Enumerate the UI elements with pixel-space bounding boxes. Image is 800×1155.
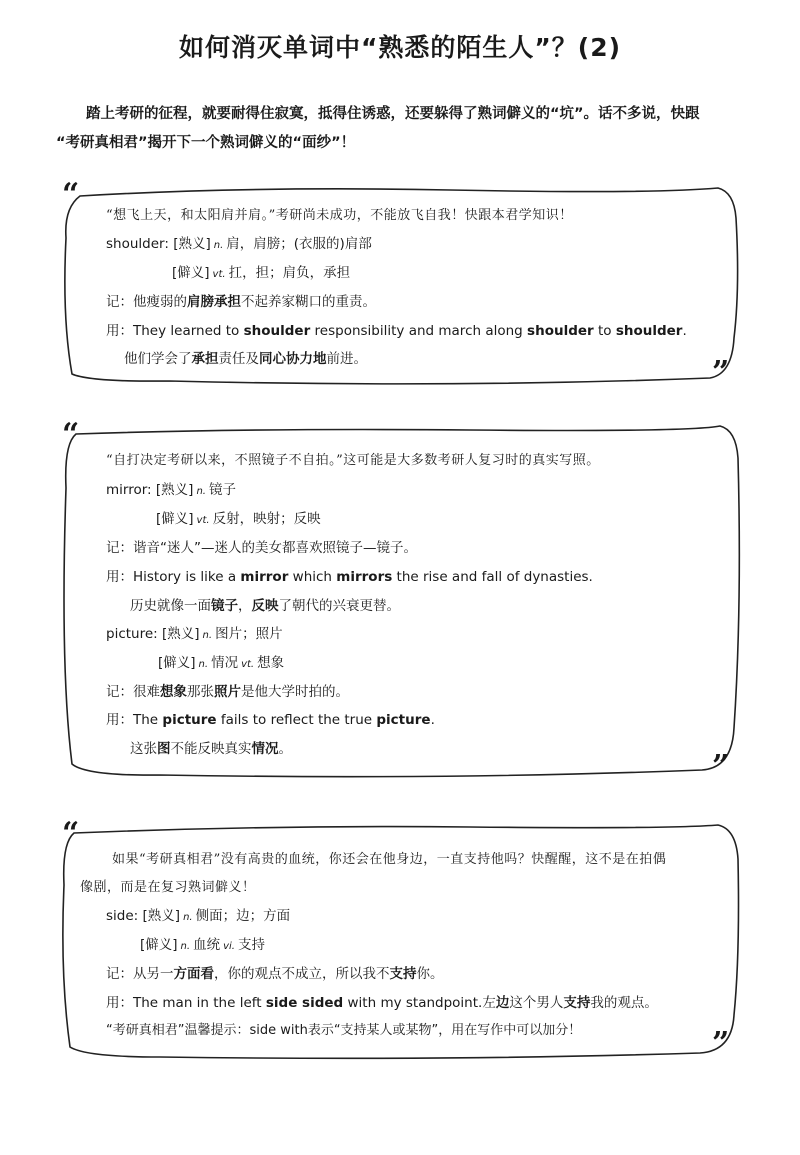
word-entry [106, 481, 236, 501]
rare-meaning: 支持 [237, 937, 265, 953]
close-quote-icon: ” [712, 355, 730, 390]
usage-text: with my standpoint. [343, 995, 483, 1011]
headword: shoulder: [106, 236, 169, 252]
familiar-meaning: 肩，肩膀；(衣服的)肩部 [226, 236, 372, 252]
usage-highlight: shoulder [527, 323, 594, 339]
memo-text: ，你的观点不成立，所以我不 [214, 966, 390, 982]
tip-row: “考研真相君”温馨提示：side with表示“支持某人或某物”，用在写作中可以加分！ [106, 1023, 582, 1038]
usage-highlight: picture [376, 712, 431, 728]
translation-row [130, 597, 400, 615]
memo-text: 谐音“迷人”—迷人的美女都喜欢照镜子—镜子。 [133, 540, 417, 556]
page-title: 如何消灭单词中“熟悉的陌生人”？(2) [178, 33, 622, 62]
memo-row [106, 683, 349, 701]
headword: mirror: [106, 482, 152, 498]
rare-meaning: 想象 [257, 655, 285, 671]
memo-text: 是他大学时拍的。 [241, 684, 349, 700]
lead-text: 像剧，而是在复习熟词僻义！ [80, 880, 256, 895]
translation-highlight: 反映 [251, 598, 279, 614]
close-quote-icon: ” [712, 749, 730, 784]
memo-highlight: 想象 [160, 684, 187, 700]
usage-text: . [682, 323, 687, 339]
familiar-meaning: 侧面；边；方面 [195, 908, 291, 924]
translation-highlight: 支持 [563, 995, 591, 1011]
close-quote-icon: ” [712, 1026, 730, 1061]
usage-text: The man in the left [133, 995, 266, 1011]
familiar-tag: [熟义] [142, 908, 181, 924]
usage-text: They learned to [133, 323, 244, 339]
usage-text: fails to reflect the true [216, 712, 377, 728]
rare-tag: [僻义] [158, 655, 196, 671]
intro-paragraph [56, 100, 746, 158]
rare-meaning-row [158, 654, 284, 674]
lead-text: “自打决定考研以来，不照镜子不自拍。”这可能是大多数考研人复习时的真实写照。 [106, 453, 600, 468]
translation-text: 。 [278, 741, 292, 757]
part-of-speech: vt. [212, 269, 226, 280]
word-entry [106, 235, 372, 255]
open-quote-icon: “ [62, 417, 80, 452]
usage-text: to [593, 323, 616, 339]
usage-highlight: mirror [240, 569, 289, 585]
translation-text: 左 [482, 995, 496, 1011]
memo-label: 记： [106, 294, 133, 310]
part-of-speech: n. [183, 912, 193, 923]
rare-tag: [僻义] [140, 937, 178, 953]
familiar-tag: [熟义] [155, 482, 194, 498]
memo-highlight: 肩膀承担 [187, 294, 241, 310]
part-of-speech: vi. [223, 941, 235, 952]
use-label: 用： [106, 323, 133, 339]
translation-text: ， [238, 598, 252, 614]
part-of-speech: n. [202, 630, 213, 641]
memo-highlight: 支持 [389, 966, 417, 982]
memo-text: 那张 [187, 684, 214, 700]
usage-row [106, 322, 687, 340]
translation-text: 这个男人 [509, 995, 564, 1011]
translation-highlight: 镜子 [211, 598, 238, 614]
translation-text: 我的观点。 [590, 995, 658, 1011]
word-entry [106, 625, 283, 645]
translation-highlight: 情况 [251, 741, 279, 757]
part-of-speech: vt. [196, 515, 210, 526]
vocab-box-shoulder [50, 178, 750, 393]
translation-row [124, 350, 367, 368]
part-of-speech: vt. [241, 659, 255, 670]
part-of-speech: n. [196, 486, 206, 497]
usage-row [106, 568, 593, 586]
translation-highlight: 图 [157, 741, 171, 757]
memo-label: 记： [106, 540, 133, 556]
translation-text: 历史就像一面 [130, 598, 211, 614]
translation-text: 他们学会了 [124, 351, 192, 367]
translation-highlight: 承担 [191, 351, 219, 367]
intro-line-1: 踏上考研的征程，就要耐得住寂寞，抵得住诱惑，还要躲得了熟词僻义的“坑”。话不多说，快跟 [86, 106, 700, 122]
rare-meaning: 血统 [193, 937, 221, 953]
rare-meaning-row [172, 264, 350, 284]
familiar-tag: [熟义] [173, 236, 211, 252]
vocab-box-mirror-picture [50, 417, 750, 784]
usage-highlight: picture [162, 712, 217, 728]
part-of-speech: n. [213, 240, 224, 251]
rare-tag: [僻义] [156, 511, 194, 527]
translation-text: 不能反映真实 [170, 741, 252, 757]
usage-text: the rise and fall of dynasties. [392, 569, 593, 585]
memo-text: 很难 [133, 684, 160, 700]
usage-highlight: shoulder [615, 323, 683, 339]
usage-text: History is like a [133, 569, 241, 585]
intro-line-2: “考研真相君”揭开下一个熟词僻义的“面纱”！ [56, 135, 356, 151]
translation-text: 前进。 [326, 351, 367, 367]
open-quote-icon: “ [62, 816, 80, 851]
rare-meaning: 扛，担；肩负，承担 [228, 265, 351, 281]
headword: side: [106, 908, 139, 924]
usage-highlight: side sided [265, 995, 344, 1011]
part-of-speech: n. [180, 941, 191, 952]
lead-text: 如果“考研真相君”没有高贵的血统，你还会在他身边，一直支持他吗？快醒醒，这不是在拍偶 [112, 852, 667, 867]
memo-text: 不起养家糊口的重责。 [241, 294, 376, 310]
translation-highlight: 边 [495, 995, 510, 1011]
memo-highlight: 照片 [214, 684, 241, 700]
part-of-speech: n. [198, 659, 209, 670]
rare-meaning-row [140, 936, 265, 956]
translation-row [130, 740, 292, 758]
use-label: 用： [106, 995, 133, 1011]
usage-text: The [133, 712, 163, 728]
usage-highlight: shoulder [243, 323, 311, 339]
rare-meaning: 情况 [211, 655, 239, 671]
memo-text: 他瘦弱的 [133, 294, 187, 310]
memo-text: 从另一 [133, 966, 174, 982]
memo-row [106, 539, 417, 557]
familiar-tag: [熟义] [162, 626, 200, 642]
word-entry [106, 907, 290, 927]
open-quote-icon: “ [62, 177, 80, 212]
usage-row [106, 711, 435, 729]
usage-highlight: mirrors [336, 569, 393, 585]
memo-highlight: 方面看 [173, 966, 214, 982]
usage-text: responsibility and march along [310, 323, 528, 339]
memo-text: 你。 [416, 966, 444, 982]
memo-row [106, 293, 376, 311]
translation-text: 这张 [130, 741, 157, 757]
rare-meaning-row [156, 510, 321, 530]
translation-text: 了朝代的兴衰更替。 [278, 598, 400, 614]
use-label: 用： [106, 712, 133, 728]
translation-highlight: 同心协力地 [259, 351, 327, 367]
familiar-meaning: 镜子 [208, 482, 236, 498]
familiar-meaning: 图片；照片 [215, 626, 283, 642]
usage-row [106, 994, 658, 1012]
lead-text: “想飞上天，和太阳肩并肩。”考研尚未成功，不能放飞自我！快跟本君学知识！ [106, 208, 573, 223]
rare-meaning: 反射，映射；反映 [212, 511, 321, 527]
memo-row [106, 965, 444, 983]
use-label: 用： [106, 569, 133, 585]
translation-text: 责任及 [218, 351, 259, 367]
usage-text: which [288, 569, 337, 585]
memo-label: 记： [106, 966, 133, 982]
memo-label: 记： [106, 684, 133, 700]
vocab-box-side [50, 815, 750, 1060]
headword: picture: [106, 626, 158, 642]
rare-tag: [僻义] [172, 265, 210, 281]
usage-text: . [430, 712, 435, 728]
